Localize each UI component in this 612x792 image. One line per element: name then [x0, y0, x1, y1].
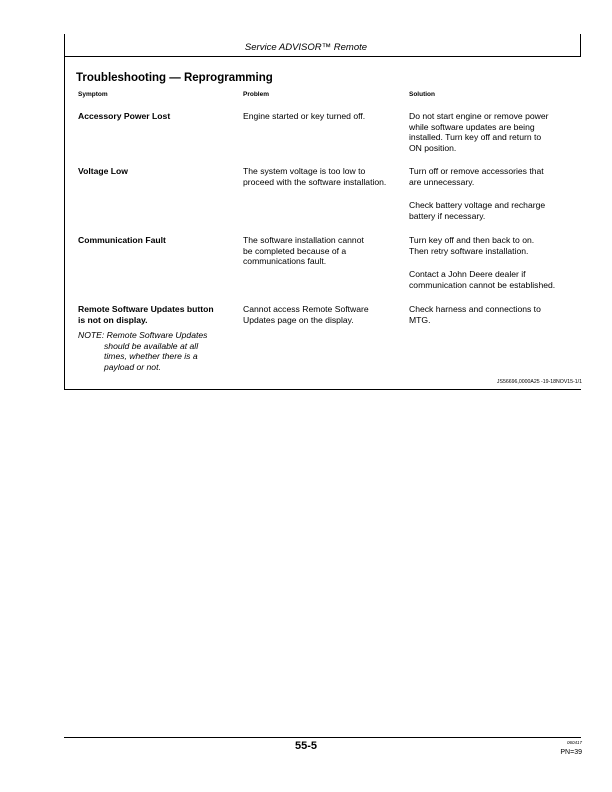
column-header-symptom: Symptom [78, 91, 108, 98]
problem-cell: The software installation cannot be completed because of a communications fault. [243, 235, 364, 267]
symptom-cell: Remote Software Updates button is not on display. [78, 304, 214, 325]
section-title: Troubleshooting — Reprogramming [76, 72, 273, 84]
solution-cell: Check battery voltage and recharge battery if necessary. [409, 200, 546, 221]
header-rule [64, 56, 581, 57]
problem-cell: Engine started or key turned off. [243, 111, 366, 121]
note: NOTE: Remote Software Updates should be available at all times, whether there is a payload or not. [78, 330, 208, 372]
footer-rule [64, 737, 581, 738]
symptom-cell: Accessory Power Lost [78, 111, 171, 121]
symptom-cell: Communication Fault [78, 235, 166, 245]
reference-id: JS56696,0000A25 -19-18NOV15-1/1 [496, 379, 582, 385]
left-border [64, 34, 65, 389]
solution-cell: Turn off or remove accessories that are unnecessary. [409, 166, 544, 187]
solution-cell: Turn key off and then back to on. Then retry software installation. [409, 235, 535, 256]
solution-cell: Contact a John Deere dealer if communication cannot be established. [409, 269, 556, 290]
page-number: 55-5 [294, 740, 318, 752]
footer-code: 060417 [566, 740, 582, 745]
problem-cell: The system voltage is too low to proceed with the software installation. [243, 166, 387, 187]
solution-cell: Check harness and connections to MTG. [409, 304, 541, 325]
column-header-solution: Solution [409, 91, 435, 98]
problem-cell: Cannot access Remote Software Updates page on the display. [243, 304, 369, 325]
page-pn: PN=39 [560, 749, 582, 756]
solution-cell: Do not start engine or remove power while software updates are being installed. Turn key off and return to ON position. [409, 111, 549, 153]
column-header-problem: Problem [243, 91, 270, 98]
section-bottom-rule [64, 389, 581, 390]
symptom-cell: Voltage Low [78, 166, 128, 176]
running-header: Service ADVISOR™ Remote [244, 42, 368, 53]
